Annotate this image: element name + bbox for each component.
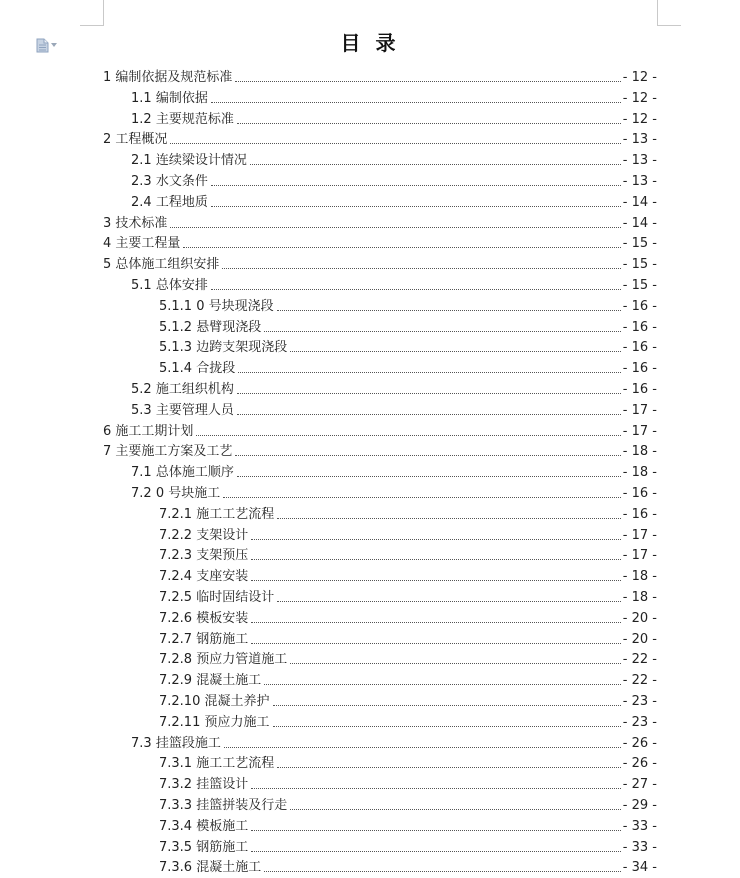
toc-dot-leader <box>211 205 621 207</box>
toc-entry-number: 7.2 <box>131 486 156 501</box>
toc-entry-number: 7.3.6 <box>159 860 197 876</box>
toc-entry-label: 支座安装 <box>196 569 249 585</box>
toc-dot-leader <box>211 288 621 290</box>
toc-entry-number: 6 <box>103 423 116 439</box>
page-title: 目 录 <box>340 31 400 55</box>
toc-entry-label: 混凝土施工 <box>196 860 262 876</box>
toc-entry[interactable] <box>103 442 657 462</box>
toc-entry-page: - 16 - <box>622 340 657 356</box>
toc-entry[interactable] <box>131 380 657 400</box>
toc-dot-leader <box>251 558 621 560</box>
toc-dot-leader <box>223 496 621 498</box>
toc-entry-number: 7.3.1 <box>159 756 197 772</box>
toc-entry-number: 5.1.1 <box>159 298 197 314</box>
toc-entry-number: 7.1 <box>131 465 156 481</box>
toc-entry[interactable] <box>159 838 657 858</box>
toc-dot-leader <box>237 413 621 415</box>
toc-entry-label: 主要工程量 <box>115 236 181 252</box>
toc-entry-label: 0 号块现浇段 <box>196 298 274 314</box>
toc-dot-leader <box>250 163 621 165</box>
toc-dot-leader <box>237 392 621 394</box>
toc-entry[interactable] <box>159 588 657 608</box>
toc-entry-label: 主要规范标准 <box>155 111 234 127</box>
toc-entry[interactable] <box>159 713 657 733</box>
toc-entry-page: - 16 - <box>622 506 657 522</box>
toc-entry-label: 挂篮拼装及行走 <box>196 798 288 813</box>
toc-dot-leader <box>170 226 620 228</box>
toc-entry-label: 临时固结设计 <box>196 590 275 605</box>
toc-entry-number: 2.4 <box>131 194 156 210</box>
toc-entry-number: 5.2 <box>131 382 156 397</box>
toc-entry-number: 7.2.5 <box>159 590 197 605</box>
toc-dot-leader <box>237 475 621 477</box>
toc-entry[interactable] <box>159 817 657 837</box>
toc-entry-label: 施工工期计划 <box>115 423 194 439</box>
toc-entry-number: 5.1.4 <box>159 361 197 377</box>
toc-entry-label: 边跨支架现浇段 <box>196 340 288 356</box>
toc-entry-number: 1 <box>103 70 116 85</box>
toc-entry-page: - 22 - <box>622 673 657 689</box>
toc-dot-leader <box>196 434 620 436</box>
toc-entry-label: 工程地质 <box>155 194 208 210</box>
toc-dot-leader <box>273 704 621 706</box>
toc-entry-label: 模板安装 <box>196 610 249 626</box>
toc-entry[interactable] <box>103 214 657 234</box>
toc-entry[interactable] <box>159 505 657 525</box>
toc-entry-page: - 18 - <box>622 569 657 585</box>
toc-entry-number: 7 <box>103 444 116 460</box>
toc-entry[interactable] <box>159 526 657 546</box>
toc-entry-number: 5.1 <box>131 278 156 293</box>
toc-entry-number: 7.3.3 <box>159 798 197 813</box>
toc-entry[interactable] <box>159 567 657 587</box>
toc-dot-leader <box>222 267 620 269</box>
toc-entry-number: 7.2.6 <box>159 610 197 626</box>
toc-entry-page: - 18 - <box>622 590 657 605</box>
toc-dot-leader <box>264 683 621 685</box>
toc-entry-label: 混凝土养护 <box>204 694 270 709</box>
toc-entry[interactable] <box>103 234 657 254</box>
toc-entry-page: - 14 - <box>622 215 657 231</box>
toc-entry[interactable] <box>103 68 657 88</box>
toc-dot-leader <box>238 371 621 373</box>
toc-entry[interactable] <box>131 484 657 504</box>
toc-entry-label: 施工组织机构 <box>155 382 234 397</box>
toc-entry-label: 钢筋施工 <box>196 839 249 855</box>
toc-entry[interactable] <box>159 671 657 691</box>
toc-entry[interactable] <box>131 110 657 130</box>
toc-entry[interactable] <box>159 692 657 712</box>
toc-dot-leader <box>211 184 621 186</box>
toc-entry-number: 5.1.3 <box>159 340 197 356</box>
toc-entry[interactable] <box>159 609 657 629</box>
toc-dot-leader <box>235 80 620 82</box>
toc-dot-leader <box>264 870 621 872</box>
toc-dot-leader <box>277 600 621 602</box>
toc-entry-label: 总体施工顺序 <box>155 465 234 481</box>
toc-entry[interactable] <box>131 734 657 754</box>
toc-entry-number: 7.3.2 <box>159 777 197 793</box>
toc-entry-page: - 33 - <box>622 839 657 855</box>
toc-entry[interactable] <box>159 546 657 566</box>
toc-entry[interactable] <box>159 650 657 670</box>
toc-entry-label: 0 号块施工 <box>155 486 221 501</box>
toc-entry-label: 预应力施工 <box>204 714 270 730</box>
toc-entry-page: - 14 - <box>622 194 657 210</box>
toc-entry-label: 工程概况 <box>115 132 168 148</box>
toc-entry-number: 3 <box>103 215 116 231</box>
toc-entry-label: 悬臂现浇段 <box>196 319 262 335</box>
toc-entry-label: 施工工艺流程 <box>196 756 275 772</box>
toc-entry-label: 混凝土施工 <box>196 673 262 689</box>
toc-entry-page: - 33 - <box>622 818 657 834</box>
toc-dot-leader <box>264 330 621 332</box>
toc-dot-leader <box>277 517 621 519</box>
toc-entry-page: - 12 - <box>622 90 657 106</box>
toc-dot-leader <box>251 787 621 789</box>
toc-dot-leader <box>211 101 621 103</box>
toc-entry-number: 5.1.2 <box>159 319 197 335</box>
toc-entry-number: 7.2.11 <box>159 714 205 730</box>
toc-entry[interactable] <box>159 318 657 338</box>
toc-entry-page: - 23 - <box>622 694 657 709</box>
toc-entry-page: - 17 - <box>622 423 657 439</box>
toc-entry-page: - 12 - <box>622 70 657 85</box>
toc-entry-page: - 16 - <box>622 298 657 314</box>
toc-entry-page: - 20 - <box>622 631 657 647</box>
toc-dot-leader <box>251 621 621 623</box>
toc-entry[interactable] <box>103 422 657 442</box>
toc-dot-leader <box>290 350 621 352</box>
toc-entry-label: 模板施工 <box>196 818 249 834</box>
toc-entry-label: 支架设计 <box>196 527 249 543</box>
toc-entry-page: - 22 - <box>622 652 657 668</box>
toc-entry-page: - 16 - <box>622 486 657 501</box>
toc-entry-page: - 26 - <box>622 735 657 751</box>
toc-dot-leader <box>277 309 621 311</box>
toc-dot-leader <box>290 808 621 810</box>
toc-dot-leader <box>170 142 620 144</box>
toc-entry-number: 5.3 <box>131 402 156 418</box>
toc-entry[interactable] <box>159 796 657 816</box>
toc-entry-number: 4 <box>103 236 116 252</box>
toc-entry-label: 挂篮设计 <box>196 777 249 793</box>
toc-entry-page: - 16 - <box>622 319 657 335</box>
toc-entry-label: 技术标准 <box>115 215 168 231</box>
toc-entry-label: 主要管理人员 <box>155 402 234 418</box>
toc-entry-number: 7.2.3 <box>159 548 197 564</box>
toc-entry[interactable] <box>131 151 657 171</box>
toc-entry-number: 7.2.7 <box>159 631 197 647</box>
toc-dot-leader <box>251 579 621 581</box>
toc-entry-number: 2.1 <box>131 153 156 169</box>
toc-entry-label: 总体施工组织安排 <box>115 257 220 273</box>
toc-entry-page: - 18 - <box>622 465 657 481</box>
toc-entry-number: 7.2.10 <box>159 694 205 709</box>
toc-entry-number: 1.1 <box>131 90 156 106</box>
toc-dot-leader <box>273 725 621 727</box>
toc-entry[interactable] <box>159 858 657 878</box>
toc-entry-label: 编制依据 <box>155 90 208 106</box>
toc-entry-number: 7.2.1 <box>159 506 197 522</box>
toc-entry-page: - 18 - <box>622 444 657 460</box>
toc-entry[interactable] <box>159 297 657 317</box>
toc-entry-label: 合拢段 <box>196 361 236 377</box>
toc-entry[interactable] <box>159 630 657 650</box>
toc-entry[interactable] <box>131 89 657 109</box>
crop-mark-top-right-horizontal <box>657 25 681 26</box>
toc-entry-label: 连续梁设计情况 <box>155 153 247 169</box>
crop-mark-top-left-horizontal <box>80 25 104 26</box>
toc-entry-label: 钢筋施工 <box>196 631 249 647</box>
toc-entry[interactable] <box>159 775 657 795</box>
toc-entry-page: - 17 - <box>622 548 657 564</box>
toc-dot-leader <box>183 246 620 248</box>
toc-entry-number: 7.2.2 <box>159 527 197 543</box>
toc-entry-label: 主要施工方案及工艺 <box>115 444 233 460</box>
toc-entry-number: 7.2.9 <box>159 673 197 689</box>
toc-dot-leader <box>224 746 621 748</box>
toc-entry[interactable] <box>131 193 657 213</box>
toc-entry-page: - 23 - <box>622 714 657 730</box>
toc-entry-page: - 16 - <box>622 382 657 397</box>
toc-entry[interactable] <box>131 401 657 421</box>
toc-entry[interactable] <box>131 276 657 296</box>
toc-entry-page: - 13 - <box>622 132 657 148</box>
toc-entry-number: 7.2.8 <box>159 652 197 668</box>
toc-dot-leader <box>290 662 621 664</box>
toc-entry-page: - 13 - <box>622 174 657 189</box>
toc-entry[interactable] <box>159 359 657 379</box>
toc-entry-page: - 17 - <box>622 402 657 418</box>
toc-entry-page: - 27 - <box>622 777 657 793</box>
crop-mark-top-left-vertical <box>103 0 104 26</box>
toc-entry-page: - 16 - <box>622 361 657 377</box>
toc-entry[interactable] <box>159 338 657 358</box>
toc-entry-page: - 15 - <box>622 278 657 293</box>
toc-entry-number: 5 <box>103 257 116 273</box>
toc-entry-number: 7.3.5 <box>159 839 197 855</box>
toc-entry[interactable] <box>103 130 657 150</box>
toc-entry-page: - 12 - <box>622 111 657 127</box>
toc-dot-leader <box>251 538 621 540</box>
toc-entry-label: 编制依据及规范标准 <box>115 70 233 85</box>
toc-entry-page: - 26 - <box>622 756 657 772</box>
toc-entry[interactable] <box>131 172 657 192</box>
toc-entry-label: 水文条件 <box>155 174 208 189</box>
toc-entry-number: 7.3.4 <box>159 818 197 834</box>
toc-entry-label: 总体安排 <box>155 278 208 293</box>
toc-entry-number: 2 <box>103 132 116 148</box>
toc-entry-label: 挂篮段施工 <box>155 735 221 751</box>
toc-dot-leader <box>237 122 621 124</box>
toc-entry-label: 施工工艺流程 <box>196 506 275 522</box>
toc-entry-number: 7.2.4 <box>159 569 197 585</box>
toc-dot-leader <box>251 642 621 644</box>
toc-entry-number: 7.3 <box>131 735 156 751</box>
toc-entry-number: 1.2 <box>131 111 156 127</box>
toc-entry[interactable] <box>103 255 657 275</box>
toc-entry-page: - 20 - <box>622 610 657 626</box>
crop-mark-top-right-vertical <box>657 0 658 26</box>
toc-entry-page: - 15 - <box>622 236 657 252</box>
toc-entry-page: - 15 - <box>622 257 657 273</box>
toc-dot-leader <box>251 850 621 852</box>
toc-entry-page: - 29 - <box>622 798 657 813</box>
toc-entry-page: - 17 - <box>622 527 657 543</box>
toc-entry-number: 2.3 <box>131 174 156 189</box>
toc-dot-leader <box>235 454 620 456</box>
toc-entry[interactable] <box>159 754 657 774</box>
toc-entry-label: 预应力管道施工 <box>196 652 288 668</box>
toc-entry-label: 支架预压 <box>196 548 249 564</box>
toc-entry-page: - 13 - <box>622 153 657 169</box>
toc-dot-leader <box>277 766 621 768</box>
toc-dot-leader <box>251 829 621 831</box>
toc-entry-page: - 34 - <box>622 860 657 876</box>
toc-entry[interactable] <box>131 463 657 483</box>
